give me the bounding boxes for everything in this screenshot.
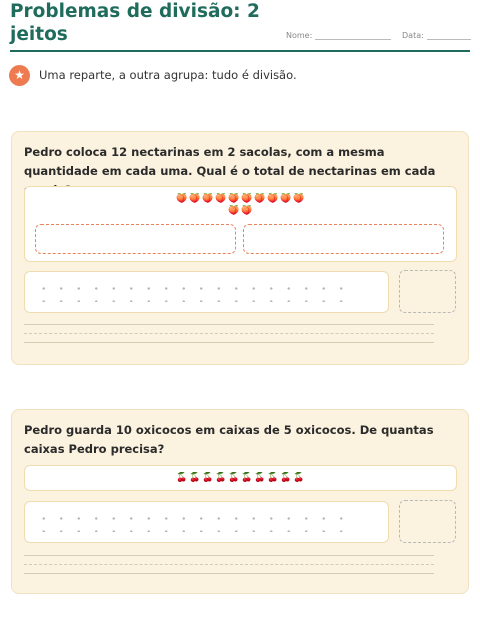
- date-label: Data:: [402, 31, 424, 40]
- cranberry-icon: 🍒: [202, 473, 214, 483]
- nectarine-icon: 🍑: [202, 194, 214, 204]
- nectarine-icon: 🍑: [293, 194, 305, 204]
- nectarine-icon: 🍑: [228, 194, 240, 204]
- nectarine-icon: 🍑: [241, 194, 253, 204]
- problem-2-fruits: [25, 472, 456, 484]
- cranberry-icon: 🍒: [280, 473, 292, 483]
- cranberry-icon: 🍒: [293, 473, 305, 483]
- problem-2-question: Pedro guarda 10 oxicocos em caixas de 5 oxicocos. De quantas caixas Pedro precisa?: [24, 423, 434, 456]
- dot-grid: [35, 512, 355, 532]
- problem-1-writing-lines[interactable]: [24, 324, 434, 351]
- writing-line-guide: [24, 564, 434, 565]
- nectarine-icon: 🍑: [280, 194, 292, 204]
- intro-banner: [9, 64, 297, 86]
- cranberry-icon: 🍒: [254, 473, 266, 483]
- cranberry-icon: 🍒: [189, 473, 201, 483]
- nectarine-icon: 🍑: [241, 206, 253, 216]
- problem-2-work-area[interactable]: [24, 501, 389, 543]
- date-field[interactable]: [402, 31, 471, 40]
- problem-1-fruits: [25, 193, 456, 217]
- writing-line: [24, 573, 434, 574]
- writing-line-guide: [24, 333, 434, 334]
- page-title: Problemas de divisão: 2 jeitos: [10, 1, 260, 45]
- nectarine-icon: 🍑: [215, 194, 227, 204]
- bag-box-1[interactable]: [35, 224, 236, 254]
- problem-card-1: [11, 131, 469, 365]
- problem-1-answer-box[interactable]: [399, 270, 456, 313]
- problem-1-picture: [24, 186, 457, 262]
- cranberry-icon: 🍒: [228, 473, 240, 483]
- cranberry-icon: 🍒: [241, 473, 253, 483]
- problem-2-picture: [24, 465, 457, 491]
- cranberry-icon: 🍒: [215, 473, 227, 483]
- cranberry-icon: 🍒: [176, 473, 188, 483]
- problem-card-2: [11, 409, 469, 594]
- intro-text: Uma reparte, a outra agrupa: tudo é divisão.: [39, 68, 297, 82]
- problem-2-writing-lines[interactable]: [24, 555, 434, 582]
- problem-2-answer-box[interactable]: [399, 500, 456, 543]
- writing-line: [24, 324, 434, 325]
- bag-box-2[interactable]: [243, 224, 444, 254]
- nectarine-icon: 🍑: [228, 206, 240, 216]
- dot-grid: [35, 282, 355, 302]
- star-icon: ★: [9, 65, 30, 86]
- nectarine-icon: 🍑: [254, 194, 266, 204]
- cranberry-icon: 🍒: [267, 473, 279, 483]
- date-line[interactable]: [427, 32, 471, 40]
- writing-line: [24, 342, 434, 343]
- nectarine-icon: 🍑: [189, 194, 201, 204]
- nectarine-icon: 🍑: [267, 194, 279, 204]
- fruit-row: [25, 205, 456, 217]
- name-line[interactable]: [315, 32, 391, 40]
- fruit-row: [25, 472, 456, 484]
- fruit-row: [25, 193, 456, 205]
- name-field[interactable]: [286, 31, 391, 40]
- worksheet-header: [10, 0, 470, 52]
- problem-1-work-area[interactable]: [24, 271, 389, 313]
- nectarine-icon: 🍑: [176, 194, 188, 204]
- problem-1-question: Pedro coloca 12 nectarinas em 2 sacolas, com a mesma quantidade em cada uma. Qual é o total de nectarinas em cada: [24, 145, 436, 178]
- writing-line: [24, 555, 434, 556]
- name-label: Nome:: [286, 31, 313, 40]
